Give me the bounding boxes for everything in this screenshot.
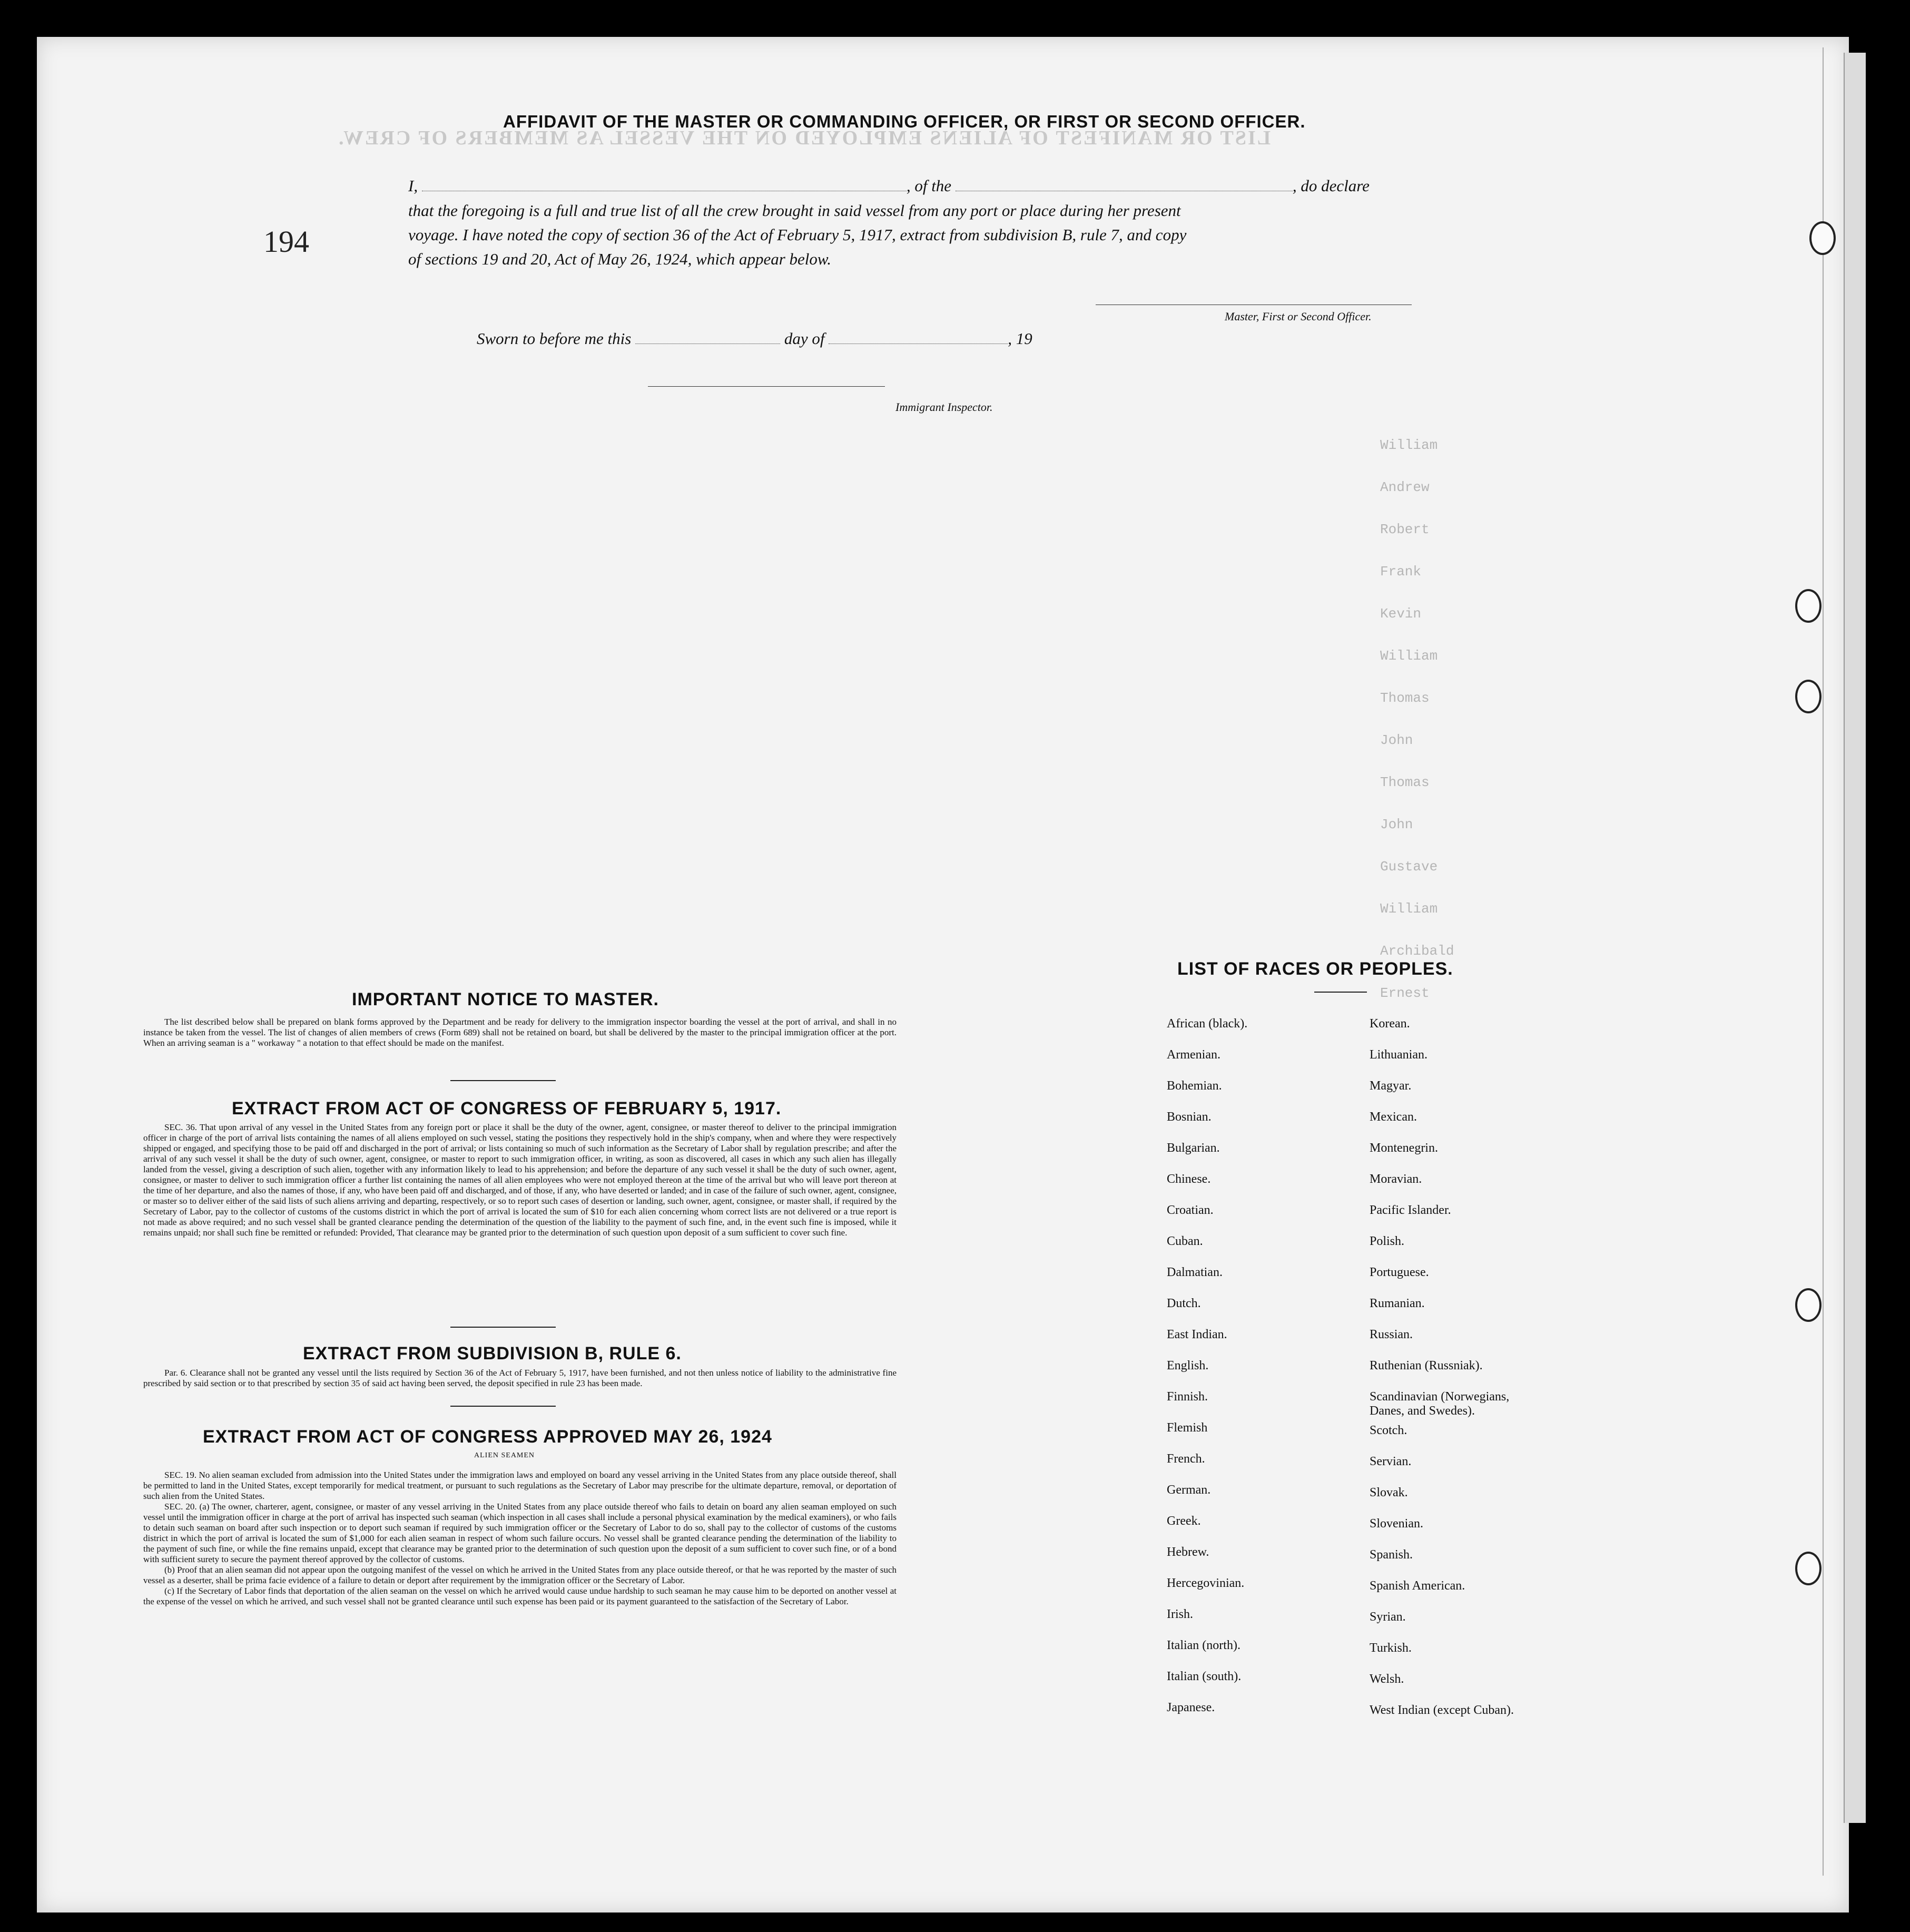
race-item: Italian (north). xyxy=(1167,1639,1240,1652)
race-item: Armenian. xyxy=(1167,1048,1220,1062)
bleed-through-title: LIST OR MANIFEST OF ALIENS EMPLOYED ON THE VESSEL AS MEMBERS OF CREW. xyxy=(337,127,1271,149)
punch-hole xyxy=(1795,1288,1822,1322)
notice-title: IMPORTANT NOTICE TO MASTER. xyxy=(352,989,659,1009)
year-label: , 19 xyxy=(1008,329,1032,348)
master-signature-label: Master, First or Second Officer. xyxy=(1225,310,1372,323)
day-of-label: day of xyxy=(784,329,825,348)
race-item: Scotch. xyxy=(1370,1424,1407,1437)
race-item: Scandinavian (Norwegians, Danes, and Swedes). xyxy=(1370,1390,1510,1418)
divider xyxy=(450,1080,556,1081)
race-item: Magyar. xyxy=(1370,1079,1412,1093)
sec20a-paragraph: SEC. 20. (a) The owner, charterer, agent, consignee, or master of any vessel arriving in the United States from any place outside thereof who fails to detain on board any alien seaman employed on such vessel until the immigration officer in charge at the port of arrival has inspected such seaman (which inspection in all cases shall include a personal physical examination by the medical examiners), or who fails to detain such seaman on board after such inspection or to deport such seaman if required by such immigration officer or the Secretary of Labor to do so, shall pay to the collector of customs of the customs district in which the port of arrival is located the sum of $1,000 for each alien seaman in respect of whom such failure occurs. No vessel shall be granted clearance pending the determination of the liability to the payment of such fine, or while the fine remains unpaid, except that clearance may be granted prior to the determination of such question upon the deposit of a sum sufficient to cover such fine, or of a bond with sufficient surety to secure the payment thereof approved by the collector of customs. xyxy=(143,1502,897,1564)
inspector-signature-line[interactable] xyxy=(648,386,885,387)
race-item: German. xyxy=(1167,1483,1211,1497)
stamp-number: 194 xyxy=(263,224,309,259)
race-item: Japanese. xyxy=(1167,1701,1215,1714)
of-the-label: , of the xyxy=(906,176,952,195)
race-item: Chinese. xyxy=(1167,1172,1211,1186)
extract-1924-title: EXTRACT FROM ACT OF CONGRESS APPROVED MAY 26, 1924 xyxy=(203,1427,772,1447)
race-item: Mexican. xyxy=(1370,1110,1417,1124)
race-item: Irish. xyxy=(1167,1607,1193,1621)
extract-rule6-title: EXTRACT FROM SUBDIVISION B, RULE 6. xyxy=(303,1343,682,1364)
extract-1924-subtitle: ALIEN SEAMEN xyxy=(474,1452,535,1459)
inspector-label: Immigrant Inspector. xyxy=(895,400,993,414)
sworn-line xyxy=(477,329,1032,348)
race-item: Russian. xyxy=(1370,1328,1413,1341)
document-page xyxy=(37,37,1849,1913)
race-item: Hebrew. xyxy=(1167,1545,1209,1559)
races-title: LIST OF RACES OR PEOPLES. xyxy=(1177,959,1453,979)
race-item: Portuguese. xyxy=(1370,1266,1429,1279)
race-item: Italian (south). xyxy=(1167,1670,1242,1683)
race-item: Ruthenian (Russniak). xyxy=(1370,1359,1483,1372)
race-item: Cuban. xyxy=(1167,1234,1203,1248)
affidavit-title: AFFIDAVIT OF THE MASTER OR COMMANDING OFFICER, OR FIRST OR SECOND OFFICER. xyxy=(503,112,1306,131)
page-edge-strip xyxy=(1844,53,1866,1823)
race-item: Greek. xyxy=(1167,1514,1201,1528)
race-item: Bosnian. xyxy=(1167,1110,1212,1124)
race-item: West Indian (except Cuban). xyxy=(1370,1703,1514,1717)
punch-hole xyxy=(1795,1552,1822,1585)
race-item: French. xyxy=(1167,1452,1205,1466)
notice-body: The list described below shall be prepared on blank forms approved by the Department and be ready for delivery to the immigration inspector boarding the vessel at the port of arrival, and shall in no instance be taken from the vessel. The list of changes of alien members of crews (Form 689) shall not be retained on board, but shall be delivered by the master to the principal immigration officer at the port. When an arriving seaman is a " workaway " a notation to that effect should be made on the manifest. xyxy=(143,1017,897,1048)
race-item: Spanish. xyxy=(1370,1548,1413,1562)
race-item: Hercegovinian. xyxy=(1167,1576,1245,1590)
extract-1917-title: EXTRACT FROM ACT OF CONGRESS OF FEBRUARY 5, 1917. xyxy=(232,1099,782,1119)
punch-hole xyxy=(1809,221,1836,255)
race-item: Polish. xyxy=(1370,1234,1405,1248)
affidavit-line4: of sections 19 and 20, Act of May 26, 1924, which appear below. xyxy=(408,250,832,268)
race-item: Korean. xyxy=(1370,1017,1410,1031)
declare-label: , do declare xyxy=(1292,176,1370,195)
race-item: Turkish. xyxy=(1370,1641,1412,1655)
race-item: African (black). xyxy=(1167,1017,1248,1031)
race-item: Slovak. xyxy=(1370,1486,1408,1499)
affidavit-line1 xyxy=(408,176,1462,195)
extract-1917-body: SEC. 36. That upon arrival of any vessel in the United States from any foreign port or place it shall be the duty of the owner, agent, consignee, or master thereof to deliver to the principal immigration officer in charge of the port of arrival lists containing the names of all aliens employed on such vessel, stating the positions they respectively hold in the ship's company, when and where they were respectively shipped or engaged, and specifying those to be paid off and discharged in the port of arrival; or lists containing so much of such information as the Secretary of Labor shall by regulation prescribe; and after the arrival of any such vessel it shall be the duty of such owner, agent, consignee, or master to report to such immigration officer, in writing, as soon as discovered, all cases in which any such alien has illegally landed from the vessel, giving a description of such alien, together with any information likely to lead to his apprehension; and before the departure of any such vessel it shall be the duty of such owner, agent, consignee, or master to deliver to such immigration officer a further list containing the names of all alien employees who were not employed thereon at the time of the arrival but who will leave port thereon at the time of her departure, and also the names of those, if any, who have been paid off and discharged, and of those, if any, who have deserted or landed; and in case of the failure of such owner, agent, consignee, or master so to deliver either of the said lists of such aliens arriving and departing, respectively, or so to report such cases of desertion or landing, such owner, agent, consignee, or master shall, if required by the Secretary of Labor, pay to the collector of customs of the customs district in which the port of arrival is located the sum of $10 for each alien concerning whom correct lists are not delivered or a true report is not made as above required; and no such vessel shall be granted clearance pending the determination of the question of the liability to the payment of such fine, and, in the event such fine is imposed, while it remains unpaid; nor shall such fine be remitted or refunded: Provided, That clearance may be granted prior to the determination of such question upon deposit of a sum sufficient to cover such fine. xyxy=(143,1122,897,1238)
punch-hole xyxy=(1795,589,1822,623)
race-item: Dalmatian. xyxy=(1167,1266,1223,1279)
punch-hole xyxy=(1795,680,1822,713)
race-item: Montenegrin. xyxy=(1370,1141,1438,1155)
race-item: English. xyxy=(1167,1359,1209,1372)
race-item: Spanish American. xyxy=(1370,1579,1465,1593)
race-item: Bohemian. xyxy=(1167,1079,1222,1093)
affidavit-line2: that the foregoing is a full and true list of all the crew brought in said vessel from any port or place during her present xyxy=(408,201,1181,220)
sec19-paragraph: SEC. 19. No alien seaman excluded from admission into the United States under the immigration laws and employed on board any vessel arriving in the United States from any place outside thereof, shall be permitted to land in the United States, except temporarily for medical treatment, or pursuant to such regulations as the Secretary of Labor may prescribe for the ultimate departure, removal, or deportation of such alien from the United States. xyxy=(143,1470,897,1501)
race-item: Croatian. xyxy=(1167,1203,1214,1217)
divider xyxy=(1314,992,1367,993)
race-item: Bulgarian. xyxy=(1167,1141,1220,1155)
race-item: Pacific Islander. xyxy=(1370,1203,1451,1217)
extract-1924-body xyxy=(143,1470,897,1607)
race-item: Finnish. xyxy=(1167,1390,1208,1404)
divider xyxy=(450,1406,556,1407)
race-item: Dutch. xyxy=(1167,1297,1201,1310)
race-item: Rumanian. xyxy=(1370,1297,1425,1310)
affidavit-line3: voyage. I have noted the copy of section 36 of the Act of February 5, 1917, extract from subdivision B, rule 7, and copy xyxy=(408,225,1187,244)
race-item: Servian. xyxy=(1370,1455,1412,1468)
race-item: Flemish xyxy=(1167,1421,1208,1435)
divider xyxy=(450,1327,556,1328)
race-item: Lithuanian. xyxy=(1370,1048,1427,1062)
race-item: Moravian. xyxy=(1370,1172,1422,1186)
race-item: Welsh. xyxy=(1370,1672,1404,1686)
sec20c-paragraph: (c) If the Secretary of Labor finds that deportation of the alien seaman on the vessel on which he arrived would cause undue hardship to such seaman he may cause him to be deported on another vessel at the expense of the vessel on which he arrived, and such vessel shall not be granted clearance until such expense has been paid or its payment guaranteed to the satisfaction of the Secretary of Labor. xyxy=(143,1586,897,1606)
race-item: Syrian. xyxy=(1370,1610,1406,1624)
race-item: East Indian. xyxy=(1167,1328,1227,1341)
sec20b-paragraph: (b) Proof that an alien seaman did not appear upon the outgoing manifest of the vessel on which he arrived in the United States from any place outside thereof, or that he was reported by the master of such vessel as a deserter, shall be prima facie evidence of a failure to detain or deport after requirement by the immigration officer or the Secretary of Labor. xyxy=(143,1565,897,1585)
i-label: I, xyxy=(408,176,418,195)
race-item: Slovenian. xyxy=(1370,1517,1423,1531)
page-edge xyxy=(1823,47,1839,1876)
extract-rule6-body: Par. 6. Clearance shall not be granted any vessel until the lists required by Section 36 of the Act of February 5, 1917, have been furnished, and not then unless notice of liability to the administrative fine prescribed by said section or to that prescribed by section 35 of said act having been served, the deposit specified in rule 23 has been made. xyxy=(143,1368,897,1388)
sworn-label: Sworn to before me this xyxy=(477,329,632,348)
